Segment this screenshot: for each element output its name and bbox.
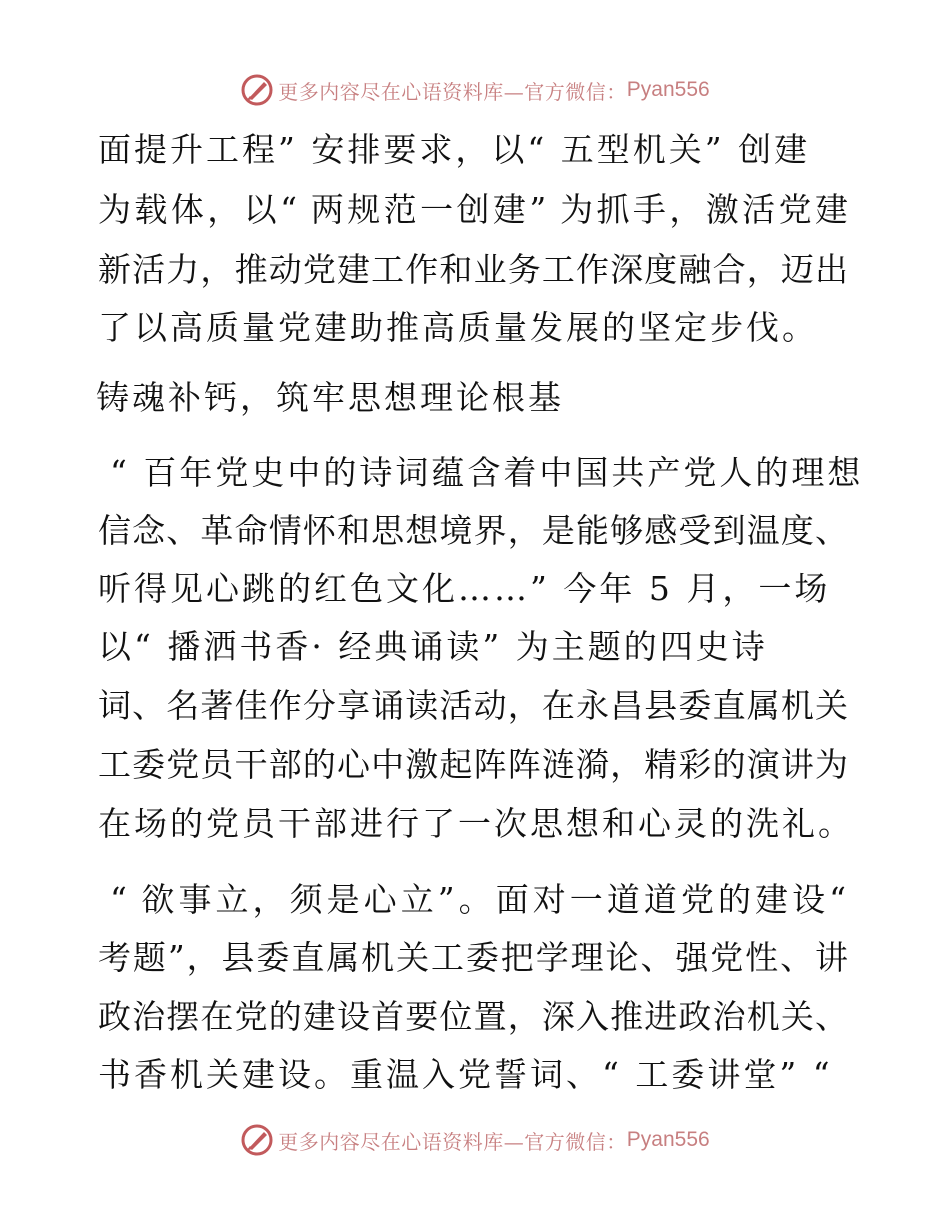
brand-logo-icon xyxy=(240,73,274,107)
body-line: 在场的党员干部进行了一次思想和心灵的洗礼。 xyxy=(98,804,854,843)
body-line: “ 百年党史中的诗词蕴含着中国共产党人的理想 xyxy=(110,453,864,492)
watermark-wechat-id: Pyan556 xyxy=(626,1128,710,1151)
body-line: “ 欲事立，须是心立”。面对一道道党的建设“ xyxy=(110,880,846,919)
body-line: 词、名著佳作分享诵读活动，在永昌县委直属机关 xyxy=(98,686,848,725)
footer-watermark xyxy=(0,1120,950,1160)
watermark-text: 更多内容尽在心语资料库—官方微信： xyxy=(278,1129,627,1154)
body-line: 考题”，县委直属机关工委把学理论、强党性、讲 xyxy=(98,938,848,977)
watermark-wechat-id: Pyan556 xyxy=(626,78,710,101)
body-line: 政治摆在党的建设首要位置，深入推进政治机关、 xyxy=(98,997,848,1036)
watermark-text: 更多内容尽在心语资料库—官方微信： xyxy=(278,79,627,104)
body-line: 信念、革命情怀和思想境界，是能够感受到温度、 xyxy=(98,511,848,550)
brand-logo-icon xyxy=(240,1123,274,1157)
body-line: 了以高质量党建助推高质量发展的坚定步伐。 xyxy=(98,308,818,347)
header-watermark xyxy=(0,70,950,110)
body-line: 书香机关建设。重温入党誓词、“ 工委讲堂” “ xyxy=(98,1055,833,1094)
body-line: 新活力，推动党建工作和业务工作深度融合，迈出 xyxy=(98,250,848,289)
body-line: 面提升工程” 安排要求，以“ 五型机关” 创建 xyxy=(98,130,811,169)
body-line: 为载体，以“ 两规范一创建” 为抓手，激活党建 xyxy=(98,190,848,229)
section-heading: 铸魂补钙，筑牢思想理论根基 xyxy=(96,378,564,417)
body-line: 听得见心跳的红色文化……” 今年 5 月，一场 xyxy=(98,569,831,608)
body-line: 以“ 播洒书香· 经典诵读” 为主题的四史诗 xyxy=(98,627,768,666)
body-line: 工委党员干部的心中激起阵阵涟漪，精彩的演讲为 xyxy=(98,745,848,784)
